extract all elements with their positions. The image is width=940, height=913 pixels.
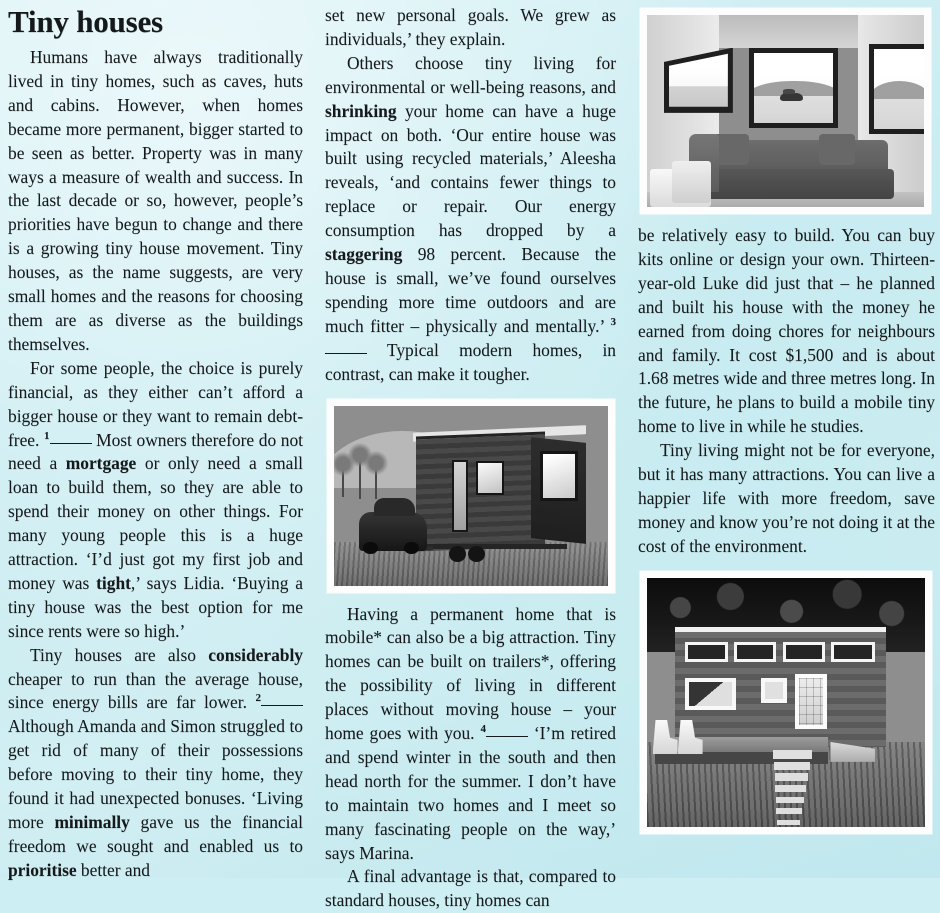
bold-keyword: considerably: [208, 644, 303, 665]
stepping-stone: [777, 820, 800, 825]
paragraph-9: Tiny living might not be for everyone, but it has many attractions. You can live a happier life with more freedom, save money and know you’re not doing it at the cost of the environment.: [638, 440, 935, 556]
paragraph-4: set new personal goals. We grew as individuals,’ they explain.: [325, 5, 616, 49]
paragraph-2: For some people, the choice is purely financial, as they either can’t afford a bigger house or they want to remain debt-free. $^1$ Most owners therefore do not need a mortgage or only need a small loan to build them, so they are able to spend their money on other things. For many young people this is a huge attraction. ‘I’d just got my first job and money was tight,’ says Lidia. ‘Buying a tiny house was the best option for me since rents were so high.’: [8, 357, 303, 641]
clerestory-window: [783, 642, 825, 663]
trailer-bed: [424, 544, 566, 549]
window-shape: [540, 451, 578, 501]
paragraph-3: Tiny houses are also considerably cheaper to run than the average house, since energy bills are far lower. $^2$ Although Amanda and Simon struggled to get rid of many of their possessions before moving to their tiny home, they found it had unexpected bonuses. ‘Living more minimally gave us the financial freedom we sought and enabled us to prioritise better and: [8, 644, 303, 880]
paragraph-1: Humans have always traditionally lived in tiny homes, such as caves, huts and cabins. However, when homes became more permanent, bigger started to be seen as better. Property was in many ways a measure of wealth and success. In the last decade or so, however, people’s priorities have begun to change and there is a growing tiny house movement. Tiny houses, as the name suggests, are very small homes and the reasons for choosing them are as diverse as the buildings themselves.: [8, 47, 303, 354]
gap-fill-blank: [261, 705, 303, 706]
car-outside-window: [780, 93, 804, 101]
door-shape: [452, 460, 468, 532]
sofa-seat: [694, 169, 893, 200]
paragraph-6: Having a permanent home that is mobile* can also be a big attraction. Tiny homes can be built on trailers*, offering the possibility of living in different places without moving house – your home goes with you. $^4$ ‘I’m retired and spend winter in the south and then head north for the summer. I don’t have to maintain two homes and I meet so many fascinating people on the way,’ says Marina.: [325, 603, 616, 863]
bold-keyword: staggering: [325, 244, 403, 265]
paragraph-8: be relatively easy to build. You can buy kits online or design your own. Thirteen-year-old Luke did just that – he planned and built his house with the money he earned from doing chores for neighbours and family. It cost $1,500 and is about 1.68 metres wide and three metres long. In the future, he plans to build a mobile tiny home to live in while he studies.: [638, 225, 935, 437]
small-window: [761, 678, 786, 703]
wheel-shape: [468, 546, 484, 562]
window-shape: [476, 461, 503, 495]
column-one: [0, 0, 313, 878]
large-window: [685, 678, 736, 710]
gap-number: 2: [255, 692, 261, 705]
photo-trailer-image: [334, 406, 608, 586]
stepping-stone: [776, 808, 802, 814]
stepping-stone: [773, 750, 812, 759]
bold-keyword: shrinking: [325, 100, 397, 121]
chair-shape: [672, 161, 711, 203]
bold-keyword: minimally: [54, 812, 130, 832]
paragraph-5: Others choose tiny living for environmental or well-being reasons, and shrinking your home can have a huge impact on both. ‘Our entire house was built using recycled materials,’ Aleesha reveals, ‘and contains fewer things to replace or repair. Our energy consumption has dropped by a staggering 98 percent. Because the house is small, we’ve found ourselves spending more time outdoors and are much fitter – physically and mentally.’ $^3$ Typical modern homes, in contrast, can make it tougher.: [325, 52, 616, 384]
right-window: [869, 44, 924, 134]
gap-fill-blank: [50, 443, 92, 444]
angled-window-glass: [669, 53, 728, 108]
clerestory-window: [685, 642, 727, 663]
photo-tiny-house-on-trailer: [327, 399, 615, 593]
stepping-stone: [775, 785, 806, 792]
tree-icon: [375, 460, 377, 500]
tree-icon: [342, 461, 344, 497]
suv-vehicle: [359, 512, 428, 552]
center-window: [749, 48, 838, 129]
stepping-stone: [775, 773, 809, 781]
clerestory-window: [734, 642, 776, 663]
stepping-stone: [776, 797, 805, 803]
gap-number: 4: [480, 723, 486, 736]
clerestory-window: [831, 642, 875, 663]
bold-keyword: tight: [96, 572, 131, 593]
stepping-stone-path: [769, 742, 808, 827]
paragraph-7: A final advantage is that, compared to standard houses, tiny homes can: [325, 866, 616, 911]
wheel-shape: [449, 546, 465, 562]
column-three: [626, 0, 939, 878]
photo-interior-image: [647, 15, 924, 207]
photo-cabin-image: [647, 578, 925, 827]
cushion: [819, 134, 855, 165]
column-two: [313, 0, 626, 911]
tiny-house-facade: [675, 627, 886, 747]
gap-fill-blank: [325, 353, 367, 354]
tree-icon: [359, 452, 361, 499]
bold-keyword: mortgage: [65, 453, 137, 474]
gap-number: 3: [610, 315, 616, 328]
photo-tiny-house-interior: [640, 8, 931, 214]
stepping-stone: [774, 762, 810, 770]
photo-wooden-tiny-house: [640, 571, 932, 834]
page-title: Tiny houses: [8, 4, 163, 39]
bold-keyword: prioritise: [8, 859, 77, 880]
gap-number: 1: [44, 429, 50, 442]
french-door: [795, 674, 827, 729]
gap-fill-blank: [486, 736, 528, 737]
